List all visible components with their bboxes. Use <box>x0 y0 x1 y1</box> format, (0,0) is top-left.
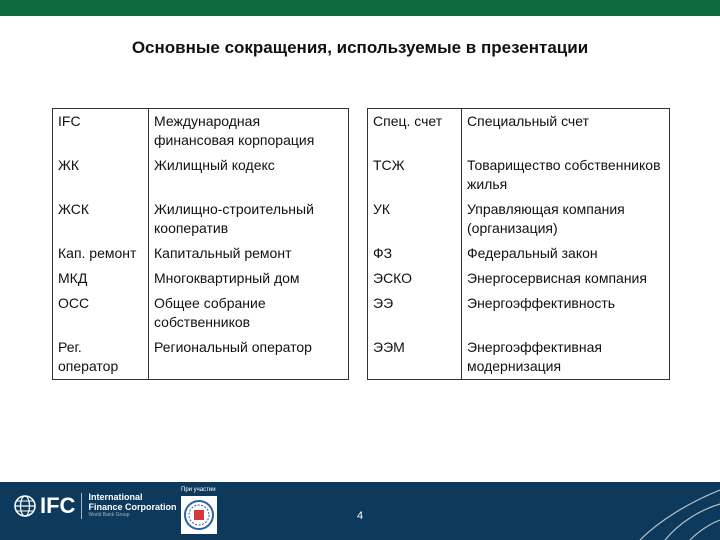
abbreviation-left: ОСС <box>53 291 149 335</box>
logo-sub: World Bank Group <box>88 512 130 518</box>
definition-left: Региональный оператор <box>149 335 349 380</box>
abbreviation-right: ФЗ <box>368 241 462 266</box>
abbreviation-left: ЖСК <box>53 197 149 241</box>
abbreviation-right: ЭЭ <box>368 291 462 335</box>
definition-right: Энергосервисная компания <box>462 266 670 291</box>
top-bar <box>0 0 720 16</box>
abbreviation-right: УК <box>368 197 462 241</box>
page-number: 4 <box>357 510 364 522</box>
definition-left: Жилищно-строительный кооператив <box>149 197 349 241</box>
table-row <box>53 291 670 335</box>
abbreviation-left: Рег. оператор <box>53 335 149 380</box>
logo-separator <box>81 493 82 519</box>
definition-left: Жилищный кодекс <box>149 153 349 197</box>
table-row <box>53 153 670 197</box>
footer-decoration <box>610 482 720 540</box>
abbreviation-right: Спец. счет <box>368 109 462 154</box>
table-row <box>53 335 670 380</box>
column-gap <box>349 241 368 266</box>
abbreviations-table <box>52 108 670 380</box>
definition-left: Многоквартирный дом <box>149 266 349 291</box>
column-gap <box>349 197 368 241</box>
partner-emblem-icon <box>181 496 217 534</box>
definition-right: Товарищество собственников жилья <box>462 153 670 197</box>
abbreviation-right: ЭЭМ <box>368 335 462 380</box>
definition-right: Федеральный закон <box>462 241 670 266</box>
abbreviation-right: ЭСКО <box>368 266 462 291</box>
abbreviation-left: IFC <box>53 109 149 154</box>
column-gap <box>349 153 368 197</box>
table-row <box>53 197 670 241</box>
slide-title: Основные сокращения, используемые в презентации <box>131 38 589 57</box>
definition-right: Управляющая компания (организация) <box>462 197 670 241</box>
logo-name-line1: International <box>88 492 143 502</box>
abbreviation-left: МКД <box>53 266 149 291</box>
logo-text: IFC <box>40 492 76 518</box>
definition-left: Общее собрание собственников <box>149 291 349 335</box>
ifc-logo <box>14 492 176 519</box>
definition-right: Энергоэффективная модернизация <box>462 335 670 380</box>
definition-right: Специальный счет <box>462 109 670 154</box>
column-gap <box>349 266 368 291</box>
table-row <box>53 266 670 291</box>
table-row <box>53 109 670 154</box>
column-gap <box>349 335 368 380</box>
globe-icon <box>14 495 36 517</box>
footer <box>0 482 720 540</box>
column-gap <box>349 291 368 335</box>
definition-right: Энергоэффективность <box>462 291 670 335</box>
column-gap <box>349 109 368 154</box>
definition-left: Международная финансовая корпорация <box>149 109 349 154</box>
partner-label: При участии <box>181 487 216 493</box>
abbreviation-left: Кап. ремонт <box>53 241 149 266</box>
abbreviation-left: ЖК <box>53 153 149 197</box>
abbreviation-right: ТСЖ <box>368 153 462 197</box>
table-row <box>53 241 670 266</box>
logo-name-line2: Finance Corporation <box>88 502 177 512</box>
definition-left: Капитальный ремонт <box>149 241 349 266</box>
